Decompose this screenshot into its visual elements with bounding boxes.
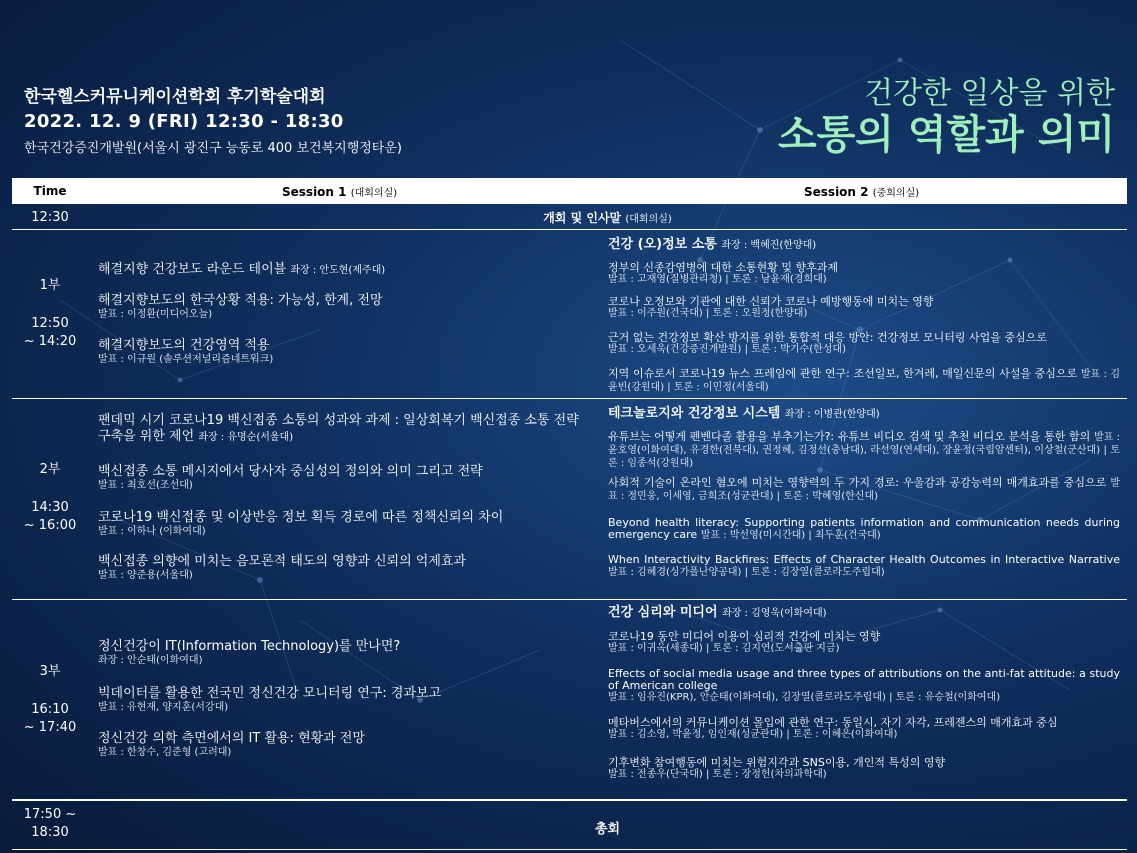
session-1-item: 백신접종 소통 메시지에서 당사자 중심성의 정의와 의미 그리고 전략 발표 : 최호선(조선대) (98, 464, 598, 492)
header-session-1: Session 1 (대회의실) (282, 185, 398, 199)
tagline-line-1: 건강한 일상을 위한 (864, 76, 1115, 111)
session-1-item: 정신건강이 IT(Information Technology)를 만나면? 좌장 : 안순태(이화여대) (98, 639, 598, 667)
part-label: 3부 (39, 664, 61, 679)
chair: 좌장 : 유명순(서울대) (198, 432, 294, 443)
conference-organizer: 한국헬스커뮤니케이션학회 후기학술대회 (24, 87, 326, 107)
presenter: 발표 : 윤호영(이화여대), 유경한(전북대), 권정혜, 김정선(충남대), 라선영(연세대), 장윤정(국립암센터), 이상철(군산대) | 토론 : 임종석(강원대) (608, 432, 1120, 469)
session-2-item: 정부의 신종감염병에 대한 소통현황 및 향후과제 발표 : 고재영(질병관리청) | 토론 : 남윤재(경희대) (608, 262, 1120, 285)
session-2-item: 메타버스에서의 커뮤니케이션 몰입에 관한 연구: 동일시, 자기 자각, 프레젠스의 매개효과 중심 발표 : 김소영, 박윤정, 임인재(성균관대) | 토론 : 이혜은(이화여대) (608, 717, 1120, 740)
tagline-line-2: 소통의 역할과 의미 (778, 112, 1115, 158)
part-start-time: 16:10 (31, 702, 69, 717)
row-divider (12, 229, 1127, 230)
row-divider (12, 203, 1127, 204)
opening-time: 12:30 (31, 210, 69, 225)
chair: 좌장 : 안순태(이화여대) (98, 655, 203, 666)
closing-general-meeting: 총회 (594, 822, 621, 837)
part-1-time (12, 277, 88, 351)
presenter: 발표 : 한창수, 김준형 (고려대) (98, 747, 232, 758)
part-2-time (12, 461, 88, 535)
presenter: 발표 : 이규원 (솔루션저널리즘네트워크) (98, 354, 274, 365)
chair: 좌장 : 김영욱(이화여대) (722, 608, 827, 619)
presenter: 발표 : 정민웅, 이세영, 금희조(성균관대) | 토론 : 박혜영(한신대) (608, 478, 1120, 502)
part-start-time: 12:50 (31, 316, 69, 331)
chair: 좌장 : 백혜진(한양대) (721, 240, 817, 251)
presenter: 발표 : 김윤빈(강원대) | 토론 : 이민정(서울대) (608, 369, 1120, 393)
session-1-item: 해결지향 건강보도 라운드 테이블 좌장 : 안도현(제주대) (98, 262, 386, 277)
row-divider (12, 398, 1127, 399)
chair: 좌장 : 이병관(한양대) (784, 409, 880, 420)
part-end-time: ~ 14:20 (23, 334, 77, 349)
session-2-item: 기후변화 참여행동에 미치는 위험지각과 SNS이용, 개인적 특성의 영향 발표 : 전종우(단국대) | 토론 : 장정헌(차의과학대) (608, 757, 1120, 780)
part-label: 2부 (39, 462, 61, 477)
table-header-row (12, 179, 1127, 203)
session-2-item: 지역 이슈로서 코로나19 뉴스 프레임에 관한 연구: 조선일보, 한겨레, 매일신문의 사설을 중심으로 발표 : 김윤빈(강원대) | 토론 : 이민정(서울대) (608, 367, 1120, 393)
session-1-item: 해결지향보도의 한국상황 적용: 가능성, 한계, 전망 발표 : 이정환(미디어오늘) (98, 293, 598, 321)
header-time: Time (33, 184, 67, 198)
part-end-time: ~ 17:40 (23, 720, 77, 735)
header-session-2: Session 2 (중회의실) (804, 185, 920, 199)
presenter: 발표 : 양준용(서울대) (98, 570, 193, 581)
session-2-item: 유튜브는 어떻게 펜벤다졸 활용을 부추기는가?: 유튜브 비디오 검색 및 추천 비디오 분석을 통한 함의 발표 : 윤호영(이화여대), 유경한(전북대), 권정혜, 김정선(충남대), 라선영(연세대), 장윤정(국립암센터), 이상철(군산대) | 토론 : 임종석(강원대) (608, 430, 1120, 469)
session-2-title: 건강 심리와 미디어 좌장 : 김영욱(이화여대) (608, 605, 827, 620)
row-divider (12, 799, 1127, 801)
part-start-time: 14:30 (31, 500, 69, 515)
closing-time: 17:50 ~ 18:30 (23, 807, 77, 840)
session-2-title: 건강 (오)정보 소통 좌장 : 백혜진(한양대) (608, 237, 817, 252)
page-header (0, 0, 1137, 178)
session-2-item: Beyond health literacy: Supporting patients information and communication needs during emergency care 발표 : 박선영(미시간대) | 최두훈(건국대) (608, 516, 1120, 541)
session-2-item: 사회적 기술이 온라인 혐오에 미치는 영향력의 두 가지 경로: 우울감과 공감능력의 매개효과를 중심으로 발표 : 정민웅, 이세영, 금희조(성균관대) | 토론 : 박혜영(한신대) (608, 476, 1120, 502)
session-1-item: 코로나19 백신접종 및 이상반응 정보 획득 경로에 따른 정책신뢰의 차이 발표 : 이하나 (이화여대) (98, 510, 598, 538)
session-2-item: 코로나19 동안 미디어 이용이 심리적 건강에 미치는 영향 발표 : 이귀옥(세종대) | 토론 : 김지연(도서출판 지금) (608, 631, 1120, 654)
row-divider (12, 599, 1127, 600)
session-2-title: 테크놀로지와 건강정보 시스템 좌장 : 이병관(한양대) (608, 406, 880, 421)
conference-tagline (778, 76, 1115, 158)
session-1-item: 백신접종 의향에 미치는 음모론적 태도의 영향과 신뢰의 억제효과 발표 : 양준용(서울대) (98, 554, 598, 582)
session-2-item: 코로나 오정보와 기관에 대한 신뢰가 코로나 예방행동에 미치는 영향 발표 : 이주원(건국대) | 토론 : 오원정(한양대) (608, 296, 1120, 319)
presenter: 발표 : 이정환(미디어오늘) (98, 309, 213, 320)
session-2-item: When Interactivity Backfires: Effects of Character Health Outcomes in Interactive Narrative 발표 : 김혜경(싱가폴난양공대) | 토론 : 김장열(콜로라도주립대) (608, 553, 1120, 578)
part-end-time: ~ 16:00 (23, 518, 77, 533)
presenter: 발표 : 전종우(단국대) | 토론 : 장정헌(차의과학대) (608, 769, 827, 780)
session-1-item: 정신건강 의학 측면에서의 IT 활용: 현황과 전망 발표 : 한창수, 김준형 (고려대) (98, 731, 598, 759)
presenter: 발표 : 유현재, 양지훈(서강대) (98, 702, 229, 713)
conference-date: 2022. 12. 9 (FRI) 12:30 - 18:30 (24, 111, 344, 132)
opening-ceremony: 개회 및 인사말 (대회의실) (543, 211, 672, 225)
presenter: 발표 : 이귀옥(세종대) | 토론 : 김지연(도서출판 지금) (608, 643, 840, 654)
part-3-time (12, 663, 88, 737)
conference-venue: 한국건강증진개발원(서울시 광진구 능동로 400 보건복지행정타운) (24, 141, 402, 156)
presenter: 발표 : 최호선(조선대) (98, 480, 193, 491)
session-1-item: 해결지향보도의 건강영역 적용 발표 : 이규원 (솔루션저널리즘네트워크) (98, 338, 598, 366)
presenter: 발표 : 박선영(미시간대) | 최두훈(건국대) (700, 530, 881, 541)
presenter: 발표 : 고재영(질병관리청) | 토론 : 남윤재(경희대) (608, 274, 827, 285)
presenter: 발표 : 임유진(KPR), 안순태(이화여대), 김장열(콜로라도주립대) | 토론 : 유승철(이화여대) (608, 692, 1001, 703)
table-bottom-border (12, 849, 1127, 850)
presenter: 발표 : 김소영, 박윤정, 임인재(성균관대) | 토론 : 이혜은(이화여대) (608, 729, 898, 740)
part-label: 1부 (39, 278, 61, 293)
session-2-item: Effects of social media usage and three types of attributions on the anti-fat attitude: a study of American college 발표 : 임유진(KPR), 안순태(이화여대), 김장열(콜로라도주립대) | 토론 : 유승철(이화여대) (608, 667, 1120, 703)
presenter: 발표 : 이하나 (이화여대) (98, 526, 206, 537)
session-1-item: 팬데믹 시기 코로나19 백신접종 소통의 성과와 과제 : 일상회복기 백신접종 소통 전략 구축을 위한 제언 좌장 : 유명순(서울대) (98, 413, 579, 444)
chair: 좌장 : 안도현(제주대) (290, 265, 386, 276)
session-1-item: 빅데이터를 활용한 전국민 정신건강 모니터링 연구: 경과보고 발표 : 유현재, 양지훈(서강대) (98, 686, 598, 714)
presenter: 발표 : 이주원(건국대) | 토론 : 오원정(한양대) (608, 308, 808, 319)
session-2-item: 근거 없는 건강정보 확산 방지를 위한 통합적 대응 방안: 건강정보 모니터링 사업을 중심으로 발표 : 오세욱(건강증진개발원) | 토론 : 박기수(한성대) (608, 332, 1120, 355)
presenter: 발표 : 김혜경(싱가폴난양공대) | 토론 : 김장열(콜로라도주립대) (608, 567, 885, 578)
presenter: 발표 : 오세욱(건강증진개발원) | 토론 : 박기수(한성대) (608, 344, 846, 355)
